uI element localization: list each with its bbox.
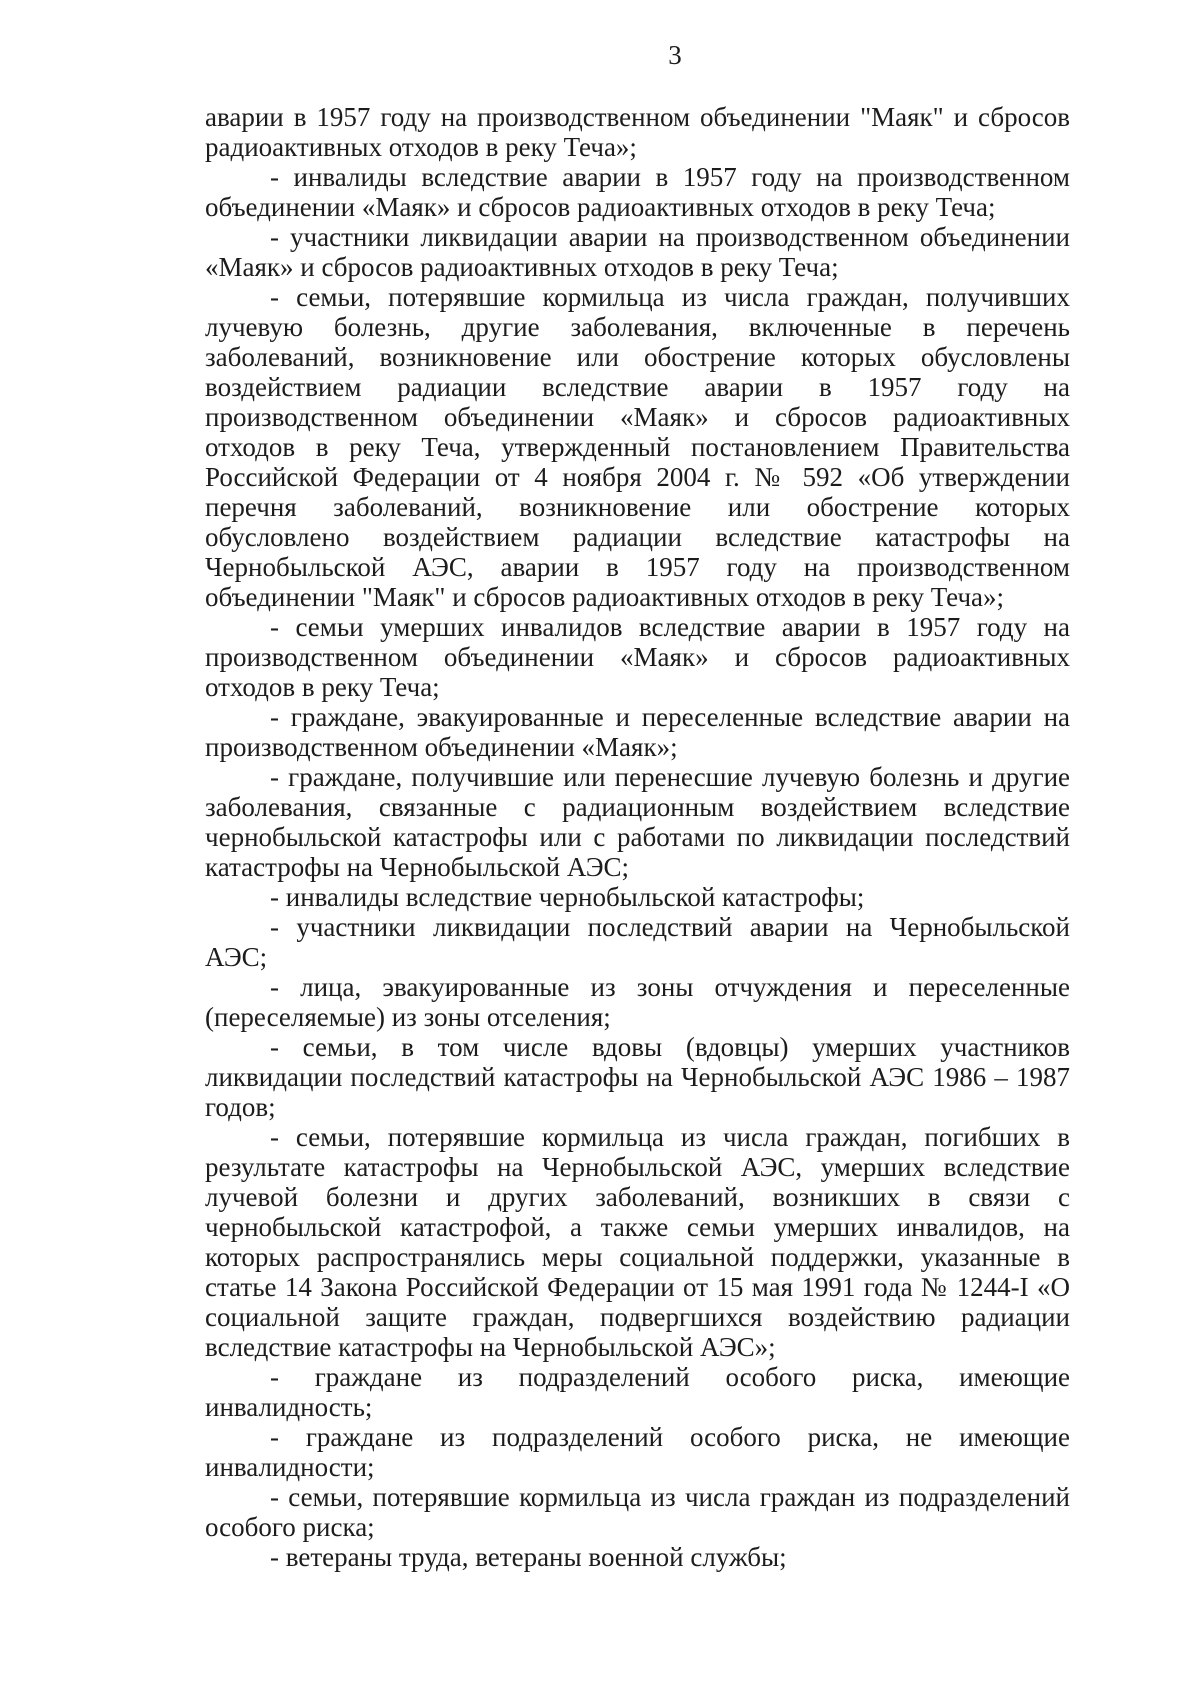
- paragraph: - лица, эвакуированные из зоны отчуждения и переселенные (переселяемые) из зоны отселения;: [205, 972, 1070, 1032]
- paragraph: - семьи, потерявшие кормильца из числа граждан, получивших лучевую болезнь, другие заболевания, включенные в перечень заболеваний, возникновение или обострение которых обусловлены воздействием радиации вследствие аварии в 1957 году на производственном объединении «Маяк» и сбросов радиоактивных отходов в реку Теча, утвержденный постановлением Правительства Российской Федерации от 4 ноября 2004 г. № 592 «Об утверждении перечня заболеваний, возникновение или обострение которых обусловлено воздействием радиации вследствие катастрофы на Чернобыльской АЭС, аварии в 1957 году на производственном объединении "Маяк" и сбросов радиоактивных отходов в реку Теча»;: [205, 282, 1070, 612]
- paragraph: - инвалиды вследствие аварии в 1957 году на производственном объединении «Маяк» и сбросов радиоактивных отходов в реку Теча;: [205, 162, 1070, 222]
- page-number: 3: [668, 40, 682, 70]
- paragraph: - инвалиды вследствие чернобыльской катастрофы;: [270, 882, 865, 912]
- paragraph: - ветераны труда, ветераны военной службы;: [270, 1542, 787, 1572]
- paragraph: - граждане из подразделений особого риска, имеющие инвалидность;: [205, 1362, 1070, 1422]
- paragraph: - граждане, эвакуированные и переселенные вследствие аварии на производственном объединении «Маяк»;: [205, 702, 1070, 762]
- paragraph: - семьи, потерявшие кормильца из числа граждан из подразделений особого риска;: [205, 1482, 1070, 1542]
- paragraph-continuation: аварии в 1957 году на производственном объединении "Маяк" и сбросов радиоактивных отходов в реку Теча»;: [205, 102, 1070, 162]
- document-body: [205, 102, 1070, 1572]
- paragraph: - семьи умерших инвалидов вследствие аварии в 1957 году на производственном объединении «Маяк» и сбросов радиоактивных отходов в реку Теча;: [205, 612, 1070, 702]
- paragraph: - граждане из подразделений особого риска, не имеющие инвалидности;: [205, 1422, 1070, 1482]
- paragraph: - граждане, получившие или перенесшие лучевую болезнь и другие заболевания, связанные с радиационным воздействием вследствие чернобыльской катастрофы или с работами по ликвидации последствий катастрофы на Чернобыльской АЭС;: [205, 762, 1070, 882]
- paragraph: - участники ликвидации последствий аварии на Чернобыльской АЭС;: [205, 912, 1070, 972]
- paragraph: - семьи, в том числе вдовы (вдовцы) умерших участников ликвидации последствий катастрофы на Чернобыльской АЭС 1986 – 1987 годов;: [205, 1032, 1070, 1122]
- paragraph: - участники ликвидации аварии на производственном объединении «Маяк» и сбросов радиоактивных отходов в реку Теча;: [205, 222, 1070, 282]
- paragraph: - семьи, потерявшие кормильца из числа граждан, погибших в результате катастрофы на Чернобыльской АЭС, умерших вследствие лучевой болезни и других заболеваний, возникших в связи с чернобыльской катастрофой, а также семьи умерших инвалидов, на которых распространялись меры социальной поддержки, указанные в статье 14 Закона Российской Федерации от 15 мая 1991 года № 1244-I «О социальной защите граждан, подвергшихся воздействию радиации вследствие катастрофы на Чернобыльской АЭС»;: [205, 1122, 1070, 1362]
